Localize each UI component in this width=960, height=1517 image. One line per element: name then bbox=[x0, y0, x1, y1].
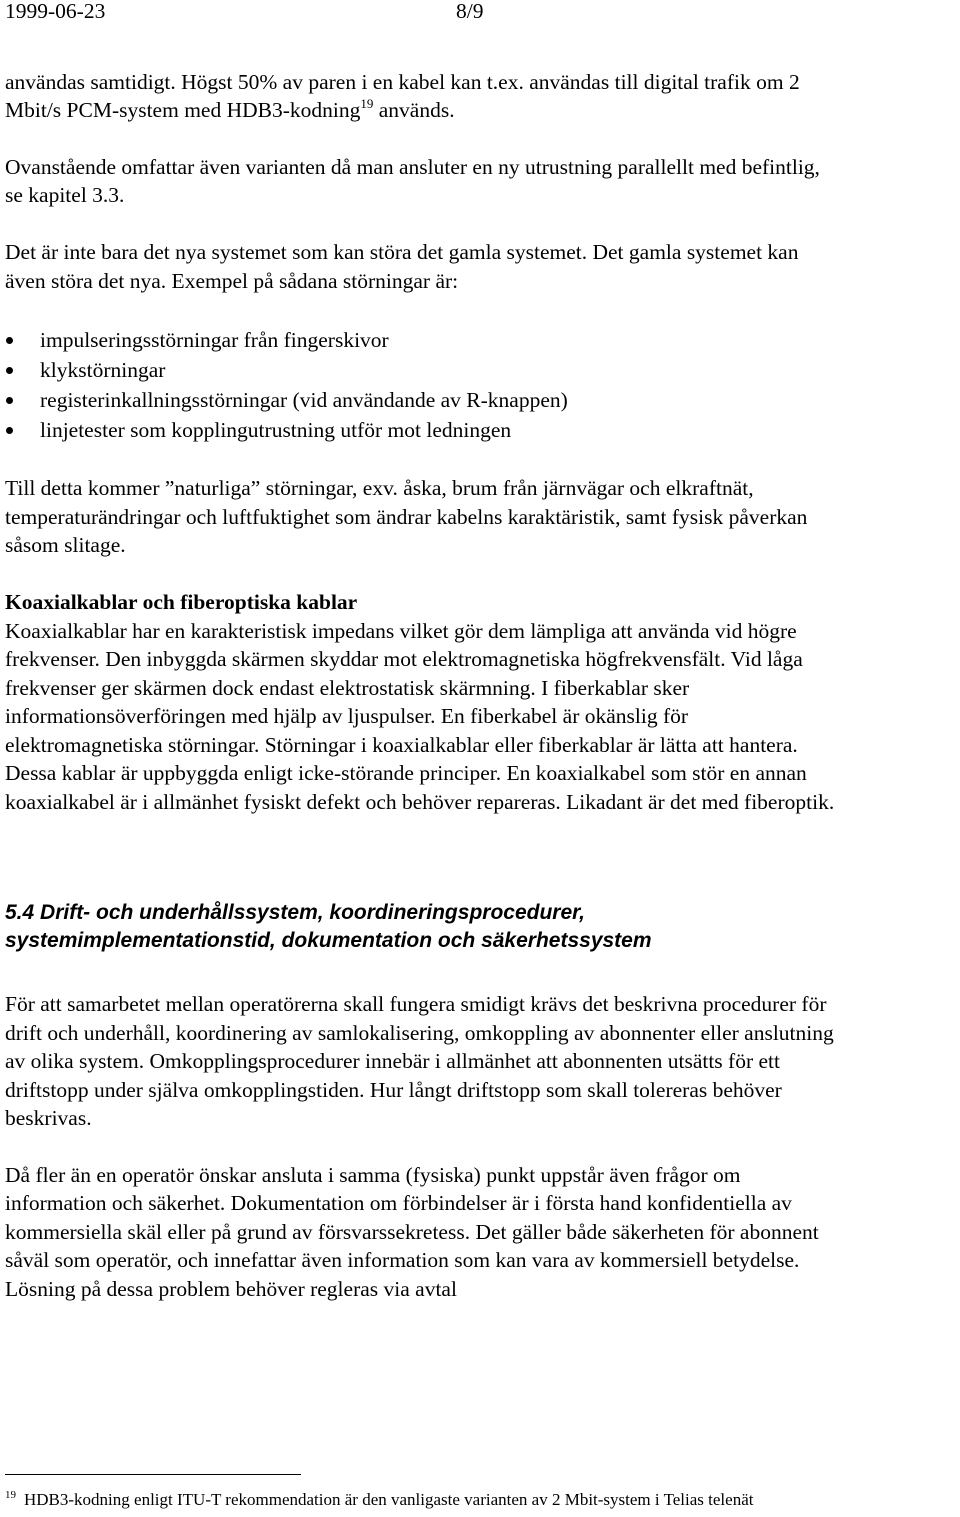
section-heading: systemimplementationstid, dokumentation och säkerhetssystem bbox=[5, 929, 652, 952]
paragraph-line: såväl som operatör, och innefattar även information som kan vara av kommersiell betydelse. bbox=[5, 1248, 800, 1272]
footnote-text: HDB3-kodning enligt ITU-T rekommendation är den vanligaste varianten av 2 Mbit-system i Telias telenät bbox=[24, 1490, 754, 1509]
paragraph-line: Då fler än en operatör önskar ansluta i samma (fysiska) punkt uppstår även frågor om bbox=[5, 1163, 741, 1187]
paragraph-line: Lösning på dessa problem behöver regleras via avtal bbox=[5, 1277, 457, 1301]
paragraph-line bbox=[5, 96, 455, 128]
paragraph-line: Ovanstående omfattar även varianten då man ansluter en ny utrustning parallellt med befintlig, bbox=[5, 155, 820, 179]
text-span: används. bbox=[373, 98, 455, 122]
paragraph-line: elektromagnetiska störningar. Störningar i koaxialkablar eller fiberkablar är lätta att hantera. bbox=[5, 733, 798, 757]
bullet-list bbox=[5, 326, 568, 446]
list-item-text: registerinkallningsstörningar (vid användande av R-knappen) bbox=[40, 388, 568, 412]
paragraph-line: kommersiella skäl eller på grund av försvarssekretess. Det gäller både säkerheten för abonnent bbox=[5, 1220, 819, 1244]
paragraph-line: se kapitel 3.3. bbox=[5, 183, 125, 207]
paragraph-line: information och säkerhet. Dokumentation om förbindelser är i första hand konfidentiella av bbox=[5, 1191, 792, 1215]
list-item bbox=[5, 326, 568, 356]
paragraph-line: driftstopp under själva omkopplingstiden. Hur långt driftstopp som skall tolereras behöver bbox=[5, 1078, 782, 1102]
bullet-icon bbox=[6, 427, 13, 434]
paragraph-line: temperaturändringar och luftfuktighet som ändrar kabelns karaktäristik, samt fysisk påverkan bbox=[5, 505, 808, 529]
paragraph-line: Till detta kommer ”naturliga” störningar, exv. åska, brum från järnvägar och elkraftnät, bbox=[5, 476, 754, 500]
list-item bbox=[5, 386, 568, 416]
paragraph-line: drift och underhåll, koordinering av samlokalisering, omkoppling av abonnenter eller anslutning bbox=[5, 1021, 834, 1045]
list-item bbox=[5, 416, 568, 446]
footnote-number: 19 bbox=[5, 1489, 16, 1501]
page-header-date: 1999-06-23 bbox=[5, 0, 106, 23]
paragraph-line: även störa det nya. Exempel på sådana störningar är: bbox=[5, 269, 459, 293]
paragraph-line: informationsöverföringen med hjälp av ljuspulser. En fiberkabel är okänslig för bbox=[5, 704, 689, 728]
paragraph-line: Koaxialkablar har en karakteristisk impedans vilket gör dem lämpliga att använda vid högre bbox=[5, 619, 797, 643]
paragraph-line: såsom slitage. bbox=[5, 533, 126, 557]
paragraph-line: av olika system. Omkopplingsprocedurer innebär i allmänhet att abonnenten utsätts för ett bbox=[5, 1049, 780, 1073]
paragraph-line: användas samtidigt. Högst 50% av paren i en kabel kan t.ex. användas till digital trafik om 2 bbox=[5, 70, 800, 94]
section-heading: 5.4 Drift- och underhållssystem, koordineringsprocedurer, bbox=[5, 901, 585, 924]
bullet-icon bbox=[6, 337, 13, 344]
bullet-icon bbox=[6, 367, 13, 374]
list-item bbox=[5, 356, 568, 386]
bullet-icon bbox=[6, 397, 13, 404]
list-item-text: klykstörningar bbox=[40, 358, 166, 382]
footnote-divider bbox=[5, 1474, 301, 1475]
paragraph-line: För att samarbetet mellan operatörerna skall fungera smidigt krävs det beskrivna procedurer för bbox=[5, 992, 827, 1016]
paragraph-line: Det är inte bara det nya systemet som kan störa det gamla systemet. Det gamla systemet kan bbox=[5, 240, 799, 264]
paragraph-line: Dessa kablar är uppbyggda enligt icke-störande principer. En koaxialkabel som stör en annan bbox=[5, 761, 807, 785]
paragraph-line: beskrivas. bbox=[5, 1106, 92, 1130]
subsection-heading: Koaxialkablar och fiberoptiska kablar bbox=[5, 590, 358, 614]
list-item-text: impulseringsstörningar från fingerskivor bbox=[40, 328, 389, 352]
text-span: Mbit/s PCM-system med HDB3-kodning bbox=[5, 98, 361, 122]
footnote-reference[interactable]: 19 bbox=[360, 96, 374, 111]
paragraph-line: koaxialkabel är i allmänhet fysiskt defekt och behöver repareras. Likadant är det med fiberoptik. bbox=[5, 790, 835, 814]
page-number: 8/9 bbox=[456, 0, 484, 23]
paragraph-line: frekvenser ger skärmen dock endast elektrostatisk skärmning. I fiberkablar sker bbox=[5, 676, 690, 700]
paragraph-line: frekvenser. Den inbyggda skärmen skyddar mot elektromagnetiska högfrekvensfält. Vid låga bbox=[5, 647, 803, 671]
footnote bbox=[5, 1486, 753, 1517]
list-item-text: linjetester som kopplingutrustning utför mot ledningen bbox=[40, 418, 512, 442]
